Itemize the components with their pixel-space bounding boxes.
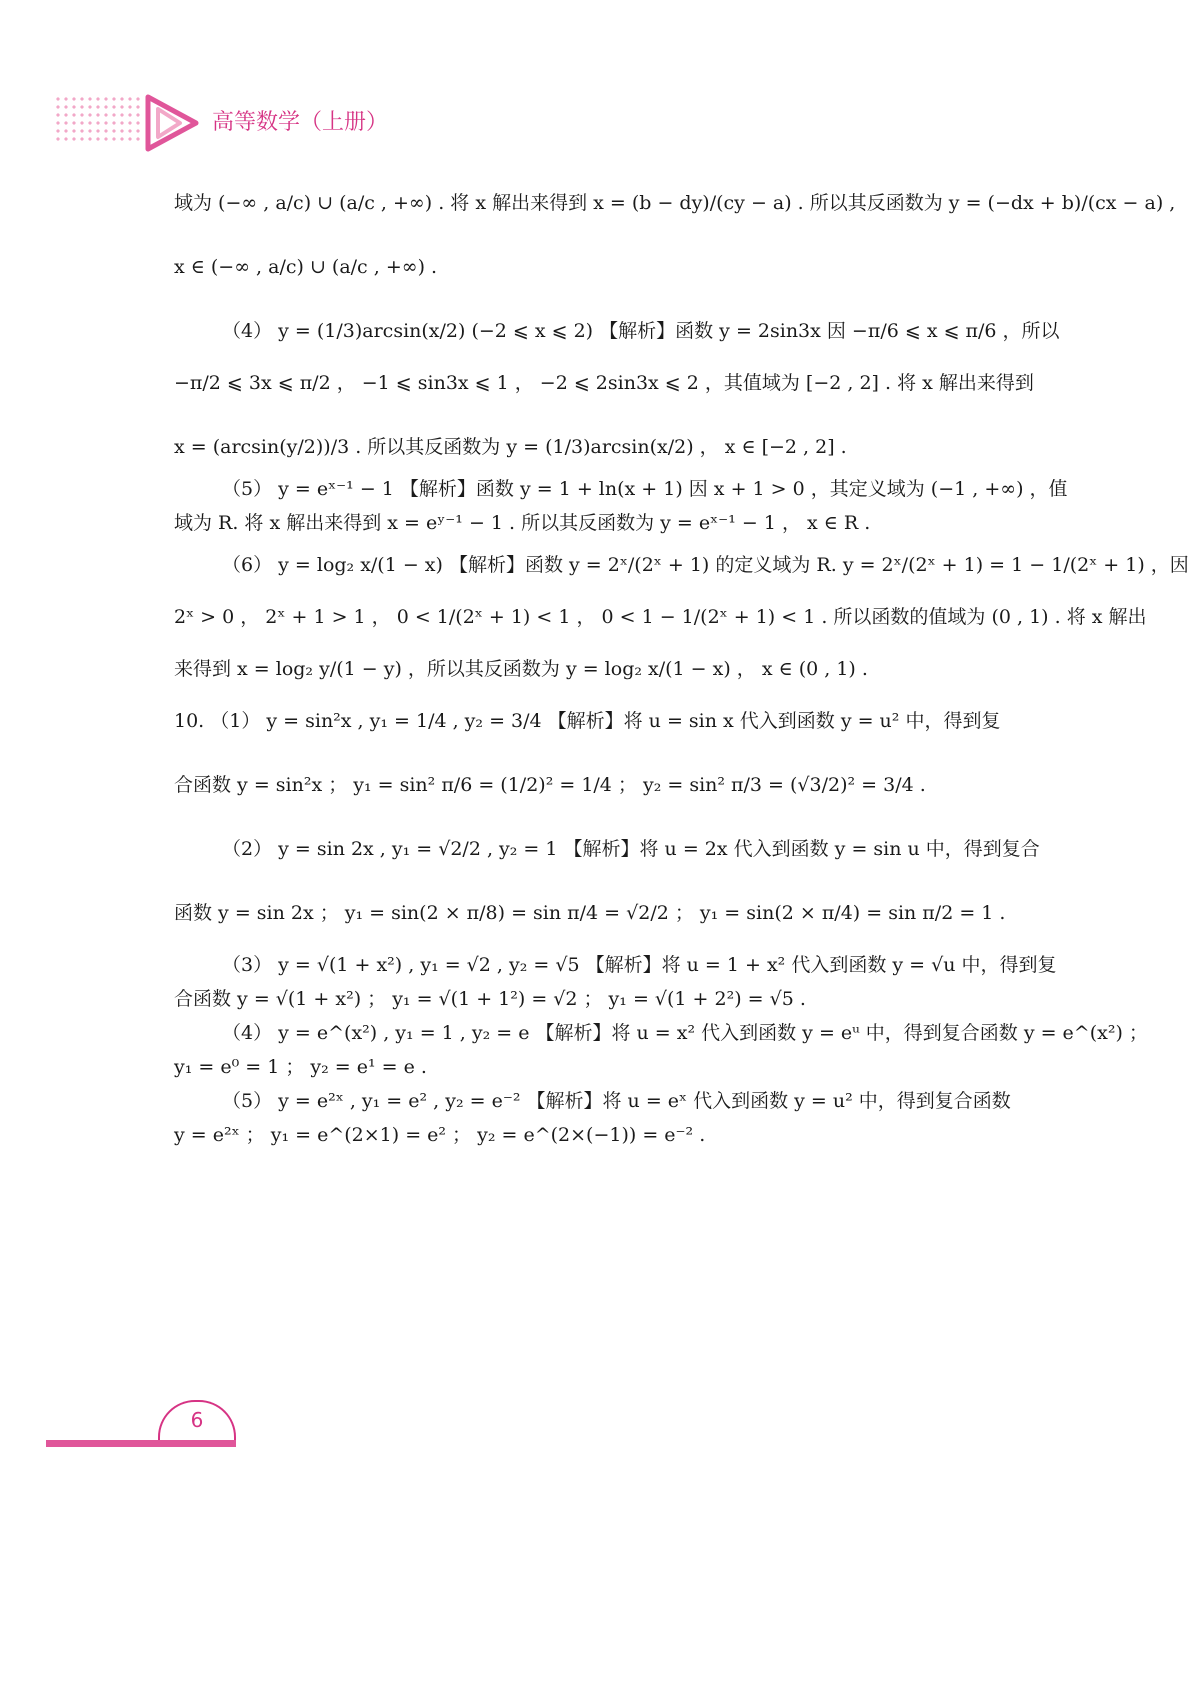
text-line: 合函数 y = √(1 + x²) ； y₁ = √(1 + 1²) = √2 ； y₁ = √(1 + 2²) = √5 . xyxy=(174,988,806,1010)
text-line: （3） y = √(1 + x²) , y₁ = √2 , y₂ = √5 【解析】将 u = 1 + x² 代入到函数 y = √u 中，得到复 xyxy=(222,954,1057,976)
book-title: 高等数学（上册） xyxy=(212,110,389,135)
text-line: x ∈ (−∞ , a/c) ∪ (a/c , +∞) . xyxy=(174,256,438,278)
page-number: 6 xyxy=(190,1408,204,1432)
text-line: 来得到 x = log₂ y/(1 − y) ，所以其反函数为 y = log₂ x/(1 − x) ， x ∈ (0 , 1) . xyxy=(174,658,868,680)
text-line: y₁ = e⁰ = 1 ； y₂ = e¹ = e . xyxy=(174,1056,427,1078)
text-line: 函数 y = sin 2x ； y₁ = sin(2 × π/8) = sin π/4 = √2/2 ； y₁ = sin(2 × π/4) = sin π/2 = 1 . xyxy=(174,902,1006,924)
text-line: （4） y = e^(x²) , y₁ = 1 , y₂ = e 【解析】将 u = x² 代入到函数 y = eᵘ 中，得到复合函数 y = e^(x²) ； xyxy=(222,1022,1148,1044)
page-header xyxy=(54,95,474,155)
text-line: （4） y = (1/3)arcsin(x/2) (−2 ⩽ x ⩽ 2) 【解析】函数 y = 2sin3x 因 −π/6 ⩽ x ⩽ π/6 ，所以 xyxy=(222,320,1060,342)
text-line: （6） y = log₂ x/(1 − x) 【解析】函数 y = 2ˣ/(2ˣ + 1) 的定义域为 R. y = 2ˣ/(2ˣ + 1) = 1 − 1/(2ˣ + 1) ，因 xyxy=(222,554,1189,576)
page-footer xyxy=(46,1400,236,1446)
answer-content xyxy=(174,186,1189,1152)
footer-bar xyxy=(46,1440,236,1447)
text-line: （5） y = eˣ⁻¹ − 1 【解析】函数 y = 1 + ln(x + 1) 因 x + 1 > 0 ，其定义域为 (−1 , +∞) ，值 xyxy=(222,478,1068,500)
play-triangle-icon xyxy=(142,93,202,153)
text-line: （2） y = sin 2x , y₁ = √2/2 , y₂ = 1 【解析】将 u = 2x 代入到函数 y = sin u 中，得到复合 xyxy=(222,838,1040,860)
text-line: −π/2 ⩽ 3x ⩽ π/2 ， −1 ⩽ sin3x ⩽ 1 ， −2 ⩽ 2sin3x ⩽ 2 ，其值域为 [−2 , 2] . 将 x 解出来得到 xyxy=(174,372,1034,394)
text-line: 10. （1） y = sin²x , y₁ = 1/4 , y₂ = 3/4 【解析】将 u = sin x 代入到函数 y = u² 中，得到复 xyxy=(174,710,1001,732)
text-line: 2ˣ > 0 ， 2ˣ + 1 > 1 ， 0 < 1/(2ˣ + 1) < 1 ， 0 < 1 − 1/(2ˣ + 1) < 1 . 所以函数的值域为 (0 , 1) . 将 x 解出 xyxy=(174,606,1147,628)
text-line: 合函数 y = sin²x ； y₁ = sin² π/6 = (1/2)² = 1/4 ； y₂ = sin² π/3 = (√3/2)² = 3/4 . xyxy=(174,774,926,796)
text-line: （5） y = e²ˣ , y₁ = e² , y₂ = e⁻² 【解析】将 u = eˣ 代入到函数 y = u² 中，得到复合函数 xyxy=(222,1090,1011,1112)
text-line: x = (arcsin(y/2))/3 . 所以其反函数为 y = (1/3)arcsin(x/2) ， x ∈ [−2 , 2] . xyxy=(174,436,847,458)
text-line: y = e²ˣ ； y₁ = e^(2×1) = e² ； y₂ = e^(2×(−1)) = e⁻² . xyxy=(174,1124,706,1146)
text-line: 域为 (−∞ , a/c) ∪ (a/c , +∞) . 将 x 解出来得到 x = (b − dy)/(cy − a) . 所以其反函数为 y = (−dx + b)/(cx − a) , xyxy=(174,192,1176,214)
text-line: 域为 R. 将 x 解出来得到 x = eʸ⁻¹ − 1 . 所以其反函数为 y = eˣ⁻¹ − 1 ， x ∈ R . xyxy=(174,512,871,534)
decorative-dots xyxy=(54,95,144,145)
